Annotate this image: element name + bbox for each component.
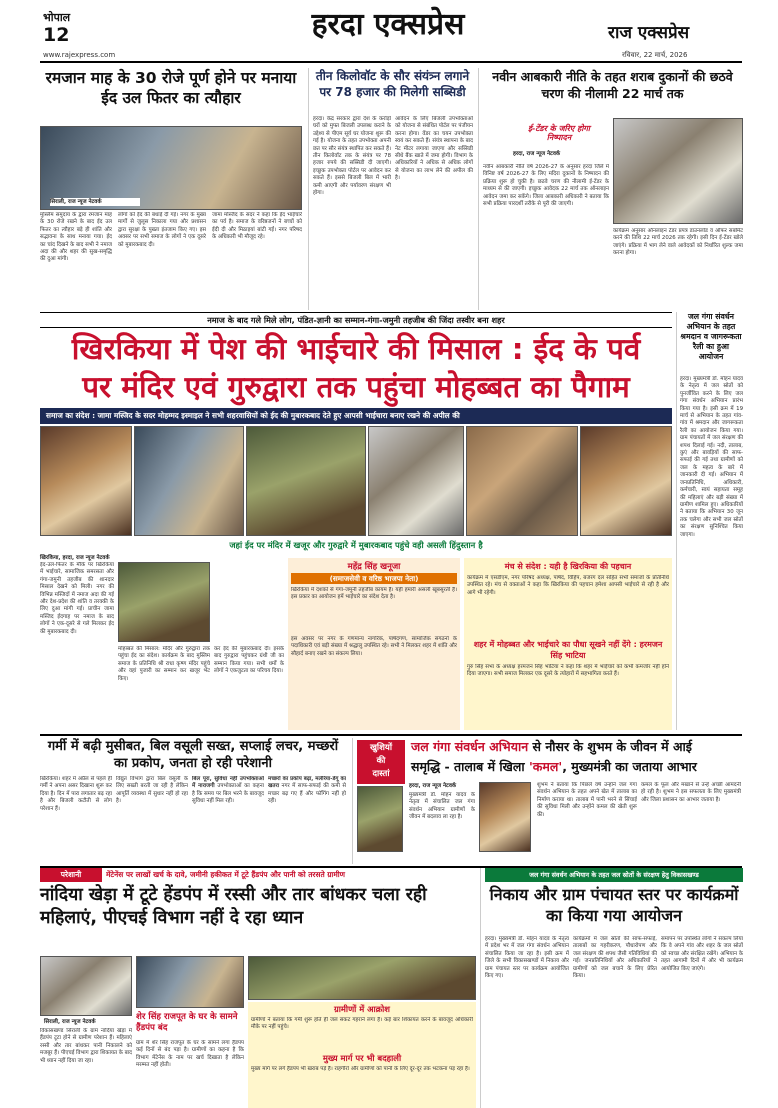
headline: नवीन आबकारी नीति के तहत शराब दुकानों की छठवे चरण की नीलामी 22 मार्च तक bbox=[492, 69, 733, 101]
body-col1: हरदा। मुख्यमंत्री डॉ. मोहन यादव के नेतृत्व में प्रदेश भर में जल गंगा संवर्धन अभियान संचालित किया जा रहा है। इसी क्रम में जिले के सभी विकासखण्डों में निकाय और ग्राम पंचायत स्तर पर कार्यक्रम आयोजित किए गए। bbox=[485, 936, 569, 980]
label-text: परेशानी bbox=[60, 870, 82, 879]
box-title: ग्रामीणों में आक्रोश bbox=[334, 1004, 390, 1014]
box2-title: शहर में मोहब्बत और भाईचारे का पौधा सूखने नहीं देंगे : हरमजन सिंह भाटिया bbox=[473, 640, 663, 660]
lead-dateline: खिरकिया, हरदा, राज न्यूज नेटवर्क bbox=[40, 555, 110, 561]
lead-story bbox=[40, 330, 672, 730]
headline: गर्मी में बढ़ी मुसीबत, बिल वसूली सख्त, सप्लाई लचर, मच्छरों का प्रकोप, जनता हो रही परेशानी bbox=[47, 739, 339, 771]
highlight: ई-टेंडर के जरिए होगा निष्पादन bbox=[528, 124, 590, 143]
photo-road bbox=[248, 956, 476, 1000]
body-text: हरदा। केंद्र सरकार द्वारा देश के करोड़ों घरों को मुफ्त बिजली उपलब्ध कराने के उद्देश्य से पीएम सूर्य घर योजना शुरू की गई है। योजना के तहत उपभोक्ता अपनी छत पर सौर संयंत्र स्थापित कर सकते हैं। तीन किलोवॉट तक के संयंत्र पर 78 हजार रुपये की सब्सिडी दी जाएगी। इच्छुक उपभोक्ता पोर्टल पर आवेदन कर सकते हैं। इससे बिजली बिल में भारी कमी आएगी और पर्यावरण संरक्षण भी होगा। bbox=[313, 116, 391, 197]
headline-kamal: 'कमल' bbox=[528, 759, 563, 774]
article-ramzan: रमजान माह के 30 रोजे पूर्ण होने पर मनाया ईद उल फितर का त्यौहार सिराली, राज न्यूज नेटवर्क मुस्लिम समुदाय के द्वारा रमजान माह के 30 रोजे रखने के बाद ईद उल फितर का त्यौहार बड़े ही शांति और सद्भावना के साथ मनाया गया। ईद का चांद दिखने के बाद सभी ने नमाज अदा की और शहर की सुख-समृद्धि की दुआ मांगी। लोगों को ईद की बधाई दी गई। नगर के मुख्य मार्गों से जुलूस निकाला गया और प्रशासन द्वारा सुरक्षा के पुख्ता इंतजाम किए गए। इस अवसर पर सभी समाज के लोगों ने एक दूसरे को मुबारकबाद दी। जामा मस्जिद के सदर ने कहा कि ईद भाईचारे का पर्व है। समाज के वरिष्ठजनों ने बच्चों को ईदी दी और मिठाइयां बांटी गईं। नगर परिषद के अधिकारी भी मौजूद रहे। bbox=[40, 68, 302, 310]
photo-6 bbox=[580, 426, 672, 536]
headline-part-2a: समृद्धि - तालाब में खिला bbox=[411, 759, 525, 774]
subhead: बिल पूरा, सुविधा नहीं उपभोक्ताओं में नाराजगी bbox=[192, 776, 264, 790]
headline-part-1b: से नौसर के शुभम के जीवन में आई bbox=[532, 739, 692, 754]
photo-3 bbox=[246, 426, 366, 536]
lead-headline-1: खिरकिया में पेश की भाईचारे की मिसाल : ईद के पर्व bbox=[71, 332, 641, 366]
masthead-title: हरदा एक्सप्रेस bbox=[311, 7, 465, 42]
article-program: जल गंगा संवर्धन अभियान के तहत जल स्रोतों के संरक्षण हेतु विकासखण्ड निकाय और ग्राम पंचायत स्तर पर कार्यक्रमों का किया गया आयोजन हरदा। मुख्यमंत्री डॉ. मोहन यादव के नेतृत्व में प्रदेश भर में जल गंगा संवर्धन अभियान संचालित किया जा रहा है। इसी क्रम में जिले के सभी विकासखण्डों में निकाय और ग्राम पंचायत स्तर पर कार्यक्रम आयोजित किए गए। कार्यक्रमों में जल स्रोतों की साफ-सफाई, तालाबों का गहरीकरण, पौधारोपण और जल संरक्षण की शपथ जैसी गतिविधियां की गईं। जनप्रतिनिधियों और अधिकारियों ने ग्रामीणों को जल बचाने के लिए प्रेरित किया। समापन पर उपस्थित लोगों ने संकल्प लिया कि वे अपने गांव और शहर के जल स्रोतों को स्वच्छ और संरक्षित रखेंगे। अभियान के तहत आगामी दिनों में और भी कार्यक्रम आयोजित किए जाएंगे। bbox=[480, 868, 742, 1108]
headline-part-2c: , मुख्यमंत्री का जताया आभार bbox=[562, 759, 697, 774]
side-article bbox=[676, 312, 742, 730]
brand-name: राज एक्सप्रेस bbox=[608, 23, 690, 43]
box1-title: मंच से संदेश : यही है खिरकिया की पहचान bbox=[504, 562, 632, 571]
section-rule-1 bbox=[40, 734, 742, 736]
strap-bar bbox=[40, 312, 672, 328]
article-success-story: खुशियों की दास्तां जल गंगा संवर्धन अभियान से नौसर के शुभम के जीवन में आई समृद्धि - तालाब में खिला 'कमल', मुख्यमंत्री का जताया आभार हरदा, राज न्यूज नेटवर्क मुख्यमंत्री डॉ. मोहन यादव के नेतृत्व में संचालित जल गंगा संवर्धन अभियान ग्रामीणों के जीवन में बदलाव ला रहा है। शुभम ने बताया कि पिछले वर्ष उन्होंने जल गंगा संवर्धन अभियान के तहत अपने खेत में तालाब का निर्माण कराया था। तालाब में पानी भरने से सिंचाई की सुविधा मिली और उन्होंने कमल की खेती शुरू की। कमल के फूल और मखाने से उन्हें अच्छी आमदनी हो रही है। शुभम ने इस सफलता के लिए मुख्यमंत्री और जिला प्रशासन का आभार जताया है। bbox=[352, 738, 742, 864]
quote-box: महेंद्र सिंह खनूजा (समाजसेवी व वरिष्ठ भाजपा नेता) खिरकिया में दशकों से गंगा-जमुनी तहजीब कायम है। यही हमारी असली खूबसूरती है। इस प्रकार का आयोजन हमें भाईचारे का संदेश देता है। इस अवसर पर नगर के गणमान्य नागरिक, पार्षदगण, सामाजिक संगठनों के पदाधिकारी एवं बड़ी संख्या में श्रद्धालु उपस्थित रहे। सभी ने मिलकर शहर में शांति और सौहार्द बनाए रखने का संकल्प लिया। bbox=[288, 558, 460, 730]
city-label: भोपाल bbox=[43, 11, 71, 24]
story-tag bbox=[357, 740, 405, 784]
body-col1: खिरकिया। शहर में अप्रैल से पहले ही गर्मी ने अपना असर दिखाना शुरू कर दिया है। दिन में पारा लगातार बढ़ रहा है और बिजली कटौती से लोग परेशान हैं। bbox=[40, 776, 112, 812]
photo-shubham bbox=[479, 782, 531, 852]
message-bar bbox=[40, 408, 672, 424]
headline: रमजान माह के 30 रोजे पूर्ण होने पर मनाया ईद उल फितर का त्यौहार bbox=[45, 69, 297, 107]
inset-headline: शेर सिंह राजपूत के घर के सामने हैंडपंप बंद bbox=[136, 1012, 238, 1033]
side-headline: जल गंगा संवर्धन अभियान के तहत श्रमदान व जागरूकता रैली का हुआ आयोजन bbox=[680, 312, 742, 361]
article-handpump: परेशानी मेंटेनेंस पर लाखों खर्च के दावे, जमीनी हकीकत में टूटे हैंडपंप और पानी को तरसते ग्रामीण नांदिया खेड़ा में टूटे हेंडपंप में रस्सी और तार बांधकर चला रही महिलाएं, पीएचई विभाग नहीं दे रहा ध्यान सिराली, राज न्यूज नेटवर्क विकासखण्ड सिराली के ग्राम नांदिया खेड़ा में हैंडपंप टूटा होने से ग्रामीण परेशान हैं। महिलाएं रस्सी और तार बांधकर पानी निकालने को मजबूर हैं। पीएचई विभाग द्वारा शिकायत के बाद भी ध्यान नहीं दिया जा रहा। शेर सिंह राजपूत के घर के सामने हैंडपंप बंद ग्राम में शेर सिंह राजपूत के घर के सामने लगा हैंडपंप कई दिनों से बंद पड़ा है। ग्रामीणों का कहना है कि विभाग मेंटेनेंस के नाम पर खर्च दिखाता है लेकिन मरम्मत नहीं होती। ग्रामीणों में आक्रोश ग्रामीणों ने बताया कि गर्मी शुरू होते ही जल संकट गहराने लगा है। कई बार शिकायत करने के बावजूद अधिकारी मौके पर नहीं पहुंचे। मुख्य मार्ग पर भी बदहाली मुख्य मार्ग पर लगे हैंडपंप भी खराब पड़े हैं। राहगीरों और ग्रामीणों को पानी के लिए दूर-दूर तक भटकना पड़ रहा है। bbox=[40, 868, 476, 1108]
lead-body-col2: मोहब्बत की मिसाल: मंदिर और गुरुद्वारा तक पहुंचा ईद का संदेश। कार्यक्रम के बाद मुस्लिम समाज के प्रतिनिधि श्री राधा कृष्ण मंदिर पहुंचे और वहां पुजारी का सम्मान कर खजूर भेंट किए। bbox=[118, 646, 210, 682]
strap-text: जल गंगा संवर्धन अभियान के तहत जल स्रोतों के संरक्षण हेतु विकासखण्ड bbox=[529, 871, 699, 879]
body-col1: मुख्यमंत्री डॉ. मोहन यादव के नेतृत्व में संचालित जल गंगा संवर्धन अभियान ग्रामीणों के जीवन में बदलाव ला रहा है। bbox=[409, 792, 475, 821]
tag-line-3: दास्तां bbox=[372, 769, 390, 779]
masthead bbox=[0, 0, 778, 64]
headline-accent: जल गंगा संवर्धन अभियान bbox=[411, 739, 529, 754]
issue-date: रविवार, 22 मार्च, 2026 bbox=[622, 51, 688, 59]
outrage-box: ग्रामीणों में आक्रोश ग्रामीणों ने बताया कि गर्मी शुरू होते ही जल संकट गहराने लगा है। कई बार शिकायत करने के बावजूद अधिकारी मौके पर नहीं पहुंचे। मुख्य मार्ग पर भी बदहाली मुख्य मार्ग पर लगे हैंडपंप भी खराब पड़े हैं। राहगीरों और ग्रामीणों को पानी के लिए दूर-दूर तक भटकना पड़ रहा है। bbox=[248, 1002, 476, 1108]
side-body: हरदा। मुख्यमंत्री डॉ. मोहन यादव के नेतृत्व में जल स्रोतों को पुनर्जीवित करने के लिए जल गंगा संवर्धन अभियान प्रारंभ किया गया है। इसी क्रम में 19 मार्च से अभियान के तहत गांव-गांव में श्रमदान और जागरूकता रैली का आयोजन किया गया। ग्राम पंचायतों में जल संरक्षण की शपथ दिलाई गई। नदी, तालाब, कुएं और बावड़ियों की साफ-सफाई की गई तथा ग्रामीणों को जल के महत्व के बारे में जानकारी दी गई। अभियान में जनप्रतिनिधि, अधिकारी, कर्मचारी, स्वयं सहायता समूह की महिलाएं और बड़ी संख्या में ग्रामीण शामिल हुए। अधिकारियों ने बताया कि अभियान 30 जून तक चलेगा और सभी जल स्रोतों का संरक्षण सुनिश्चित किया जाएगा। bbox=[680, 376, 743, 538]
problem-label bbox=[40, 868, 102, 882]
lead-body-col3: कर ईद की मुबारकबाद दी। इसके बाद गुरुद्वारा पहुंचकर ग्रंथी जी का सम्मान किया गया। सभी धर्मों के लोगों ने एकजुटता का परिचय दिया। bbox=[214, 646, 284, 675]
headline: नांदिया खेड़ा में टूटे हेंडपंप में रस्सी और तार बांधकर चला रही महिलाएं, पीएचई विभाग नहीं दे रहा ध्यान bbox=[40, 885, 427, 928]
photo-caption-bar bbox=[40, 538, 672, 552]
article-summer: गर्मी में बढ़ी मुसीबत, बिल वसूली सख्त, सप्लाई लचर, मच्छरों का प्रकोप, जनता हो रही परेशानी खिरकिया। शहर में अप्रैल से पहले ही गर्मी ने अपना असर दिखाना शुरू कर दिया है। दिन में पारा लगातार बढ़ रहा है और बिजली कटौती से लोग परेशान हैं। विद्युत विभाग द्वारा बिल वसूली के लिए सख्ती बरती जा रही है लेकिन आपूर्ति व्यवस्था में सुधार नहीं हो रहा है। बिल पूरा, सुविधा नहीं उपभोक्ताओं में नाराजगी उपभोक्ताओं का कहना है कि समय पर बिल भरने के बावजूद सुविधा नहीं मिल रही। मच्छरों का प्रकोप बढ़ा, मलेरिया-डेंगू का खतरा नगर में साफ-सफाई की कमी से मच्छर बढ़ गए हैं और फॉगिंग नहीं हो रही। bbox=[40, 738, 346, 864]
strap-text: नमाज के बाद गले मिले लोग, पंडित-ज्ञानी का सम्मान-गंगा-जमुनी तहजीब की जिंदा तस्वीर बना शहर bbox=[207, 315, 505, 325]
headline: निकाय और ग्राम पंचायत स्तर पर कार्यक्रमों का किया गया आयोजन bbox=[489, 885, 739, 925]
article-solar: तीन किलोवॉट के सौर संयंत्र्न लगाने पर 78 हजार की मिलेगी सब्सिडी हरदा। केंद्र सरकार द्वारा देश के करोड़ों घरों को मुफ्त बिजली उपलब्ध कराने के उद्देश्य से पीएम सूर्य घर योजना शुरू की गई है। योजना के तहत उपभोक्ता अपनी छत पर सौर संयंत्र स्थापित कर सकते हैं। तीन किलोवॉट तक के संयंत्र पर 78 हजार रुपये की सब्सिडी दी जाएगी। इच्छुक उपभोक्ता पोर्टल पर आवेदन कर सकते हैं। इससे बिजली बिल में भारी कमी आएगी और पर्यावरण संरक्षण भी होगा। आवेदन के लिए बिजली उपभोक्ताओं को योजना से संबंधित पोर्टल पर पंजीयन करना होगा। वेंडर का चयन उपभोक्ता स्वयं कर सकते हैं। संयंत्र स्थापना के बाद नेट मीटर लगाया जाएगा और सब्सिडी सीधे बैंक खाते में जमा होगी। विभाग के अधिकारियों ने अधिक से अधिक लोगों से योजना का लाभ लेने की अपील की है। bbox=[308, 68, 472, 310]
photo-1 bbox=[40, 426, 132, 536]
dateline: सिराली, राज न्यूज नेटवर्क bbox=[50, 198, 140, 206]
box-title-2: मुख्य मार्ग पर भी बदहाली bbox=[322, 1053, 402, 1063]
tag-line-1: खुशियों bbox=[369, 743, 393, 753]
photo-portrait bbox=[357, 786, 403, 852]
dateline: सिराली, राज न्यूज नेटवर्क bbox=[44, 1019, 96, 1025]
subhead-2: मच्छरों का प्रकोप बढ़ा, मलेरिया-डेंगू का खतरा bbox=[268, 776, 346, 790]
lead-body-col1: ईद-उल-फितर के मौके पर खिरकिया में भाईचारे, सामाजिक समरसता और गंगा-जमुनी तहजीब की शानदार मिसाल देखने को मिली। नगर की विभिन्न मस्जिदों में नमाज अदा की गई और देश-प्रदेश की शांति व तरक्की के लिए दुआ मांगी गई। प्राचीन जामा मस्जिद ईदगाह पर नमाज के बाद लोगों ने एक-दूसरे से गले मिलकर ईद की मुबारकबाद दी। bbox=[40, 562, 114, 635]
photo-liquor-shop bbox=[613, 118, 743, 224]
dateline: हरदा, राज न्यूज नेटवर्क bbox=[409, 783, 457, 789]
strap: मेंटेनेंस पर लाखों खर्च के दावे, जमीनी हकीकत में टूटे हैंडपंप और पानी को तरसते ग्रामीण bbox=[106, 870, 346, 879]
photo-caption: जहां ईद पर मंदिर में खजूर और गुरुद्वारे में मुबारकबाद पहुंचे वही असली हिंदुस्तान है bbox=[229, 540, 483, 550]
article-liquor: नवीन आबकारी नीति के तहत शराब दुकानों की छठवे चरण की नीलामी 22 मार्च तक ई-टेंडर के जरिए होगा निष्पादन हरदा, राज न्यूज नेटवर्क नवीन आबकारी नीति वर्ष 2026-27 के अनुसार हरदा जिले में विनिष्ट वर्ष 2026-27 के लिए मदिरा दुकानों के निष्पादन की प्रक्रिया शुरू हो चुकी है। छठवे चरण की नीलामी ई-टेंडर के माध्यम से की जाएगी। इच्छुक आवेदक 22 मार्च तक ऑनलाइन आवेदन जमा कर सकेंगे। जिला आबकारी अधिकारी ने बताया कि सभी प्रक्रिया पारदर्शी तरीके से पूरी की जाएगी। कार्यक्रम अनुसार ऑनलाइन टेंडर प्रपत्र डाउनलोड व ऑफर सबमिट करने की तिथि 22 मार्च 2026 तक रहेगी। इसी दिन ई-टेंडर खोले जाएंगे। प्रक्रिया में भाग लेने वाले आवेदकों को निर्धारित शुल्क जमा करना होगा। bbox=[478, 68, 742, 310]
body-col1: विकासखण्ड सिराली के ग्राम नांदिया खेड़ा में हैंडपंप टूटा होने से ग्रामीण परेशान हैं। महिलाएं रस्सी और तार बांधकर पानी निकालने को मजबूर हैं। पीएचई विभाग द्वारा शिकायत के बाद भी ध्यान नहीं दिया जा रहा। bbox=[40, 1028, 132, 1064]
body-text: नवीन आबकारी नीति वर्ष 2026-27 के अनुसार हरदा जिले में विनिष्ट वर्ष 2026-27 के लिए मदिरा दुकानों के निष्पादन की प्रक्रिया शुरू हो चुकी है। छठवे चरण की नीलामी ई-टेंडर के माध्यम से की जाएगी। इच्छुक आवेदक 22 मार्च तक ऑनलाइन आवेदन जमा कर सकेंगे। जिला आबकारी अधिकारी ने बताया कि सभी प्रक्रिया पारदर्शी तरीके से पूरी की जाएगी। bbox=[483, 164, 609, 208]
website: www.rajexpress.com bbox=[43, 51, 116, 59]
photo-handpump bbox=[40, 956, 132, 1016]
message-text: समाज का संदेश : जामा मस्जिद के सदर मोहम्मद इस्माइल ने सभी शहरवासियों को ईद की मुबारकबाद देते हुए आपसी भाईचारा बनाए रखने की अपील की bbox=[46, 411, 460, 420]
quote-role: (समाजसेवी व वरिष्ठ भाजपा नेता) bbox=[291, 573, 457, 584]
box-mission: मंच से संदेश : यही है खिरकिया की पहचान कार्यक्रम में एसडीएम, नगर परिषद अध्यक्ष, पार्षद, विहिप, बजरंग दल सहित सभी समाजों के प्रतिनिधि उपस्थित रहे। मंच से वक्ताओं ने कहा कि खिरकिया की पहचान हमेशा आपसी भाईचारे से रही है और आगे भी रहेगी। शहर में मोहब्बत और भाईचारे का पौधा सूखने नहीं देंगे : हरमजन सिंह भाटिया गुरु सिंह सभा के अध्यक्ष हरमजन सिंह भाटिया ने कहा कि शहर में भाईचारे को कभी कमजोर नहीं होने दिया जाएगा। सभी समाज मिलकर एक दूसरे के त्योहारों में सहभागिता करते हैं। bbox=[464, 558, 672, 730]
page-number: 12 bbox=[43, 24, 70, 46]
dateline: हरदा, राज न्यूज नेटवर्क bbox=[513, 151, 561, 157]
strap-bar bbox=[485, 868, 743, 882]
photo-women bbox=[136, 956, 244, 1008]
lead-headline-2: पर मंदिर एवं गुरुद्वारा तक पहुंचा मोहब्बत का पैगाम bbox=[82, 370, 630, 404]
headline: तीन किलोवॉट के सौर संयंत्र्न लगाने पर 78 हजार की मिलेगी सब्सिडी bbox=[315, 69, 470, 99]
quote-name: महेंद्र सिंह खनूजा bbox=[347, 562, 401, 572]
tag-line-2: की bbox=[376, 756, 386, 766]
photo-2 bbox=[134, 426, 244, 536]
lead-inset-photo bbox=[118, 562, 210, 642]
photo-5 bbox=[466, 426, 578, 536]
photo-4 bbox=[368, 426, 464, 536]
masthead-rule bbox=[40, 61, 742, 63]
body-text: मुस्लिम समुदाय के द्वारा रमजान माह के 30 रोजे रखने के बाद ईद उल फितर का त्यौहार बड़े ही शांति और सद्भावना के साथ मनाया गया। ईद का चांद दिखने के बाद सभी ने नमाज अदा की और शहर की सुख-समृद्धि की दुआ मांगी। bbox=[40, 212, 112, 263]
